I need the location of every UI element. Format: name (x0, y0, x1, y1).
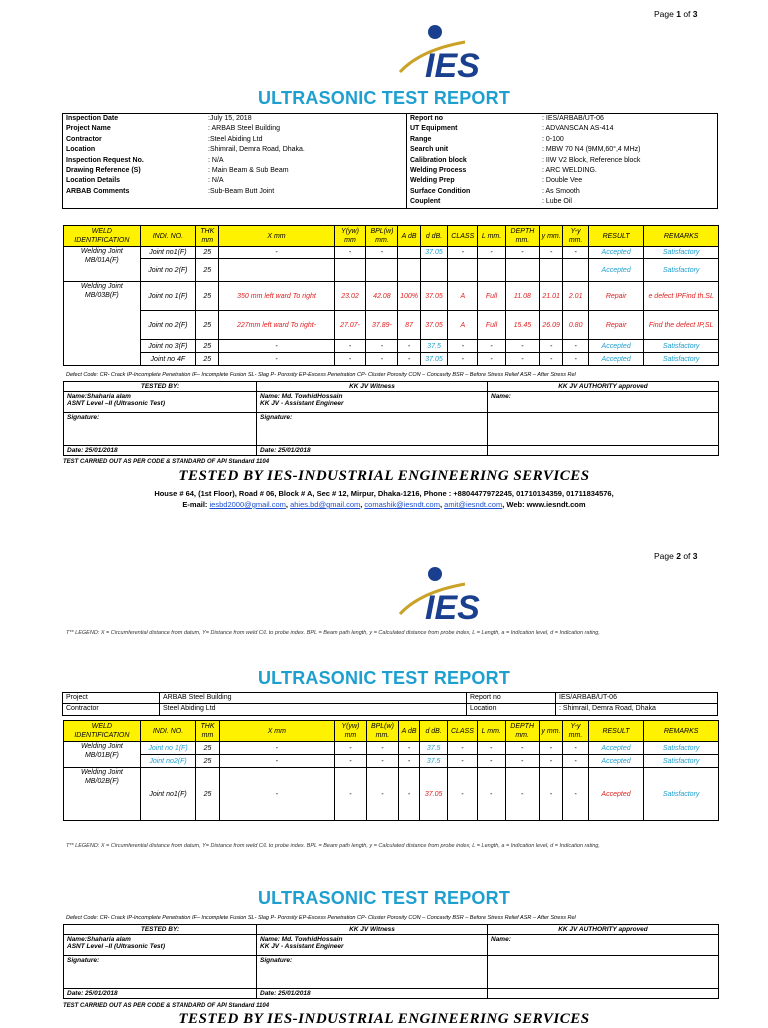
info-value: Steel Abiding Ltd (160, 704, 467, 715)
table-row (64, 340, 719, 353)
cell-d (420, 259, 448, 282)
cell-depth: - (505, 755, 539, 768)
column-header-yyw: Y(yw) mm (334, 721, 366, 742)
cell-thk: 25 (196, 340, 219, 353)
cell-remarks: Satisfactory (644, 742, 719, 755)
cell-x: - (219, 768, 334, 821)
column-header-depth: DEPTH mm. (505, 226, 539, 247)
cell-indi: Joint no1(F) (140, 247, 195, 259)
cell-bpl (366, 259, 398, 282)
tester-date-2: Date: 25/01/2018 (64, 989, 257, 999)
info-table-2 (62, 692, 718, 716)
cell-thk: 25 (196, 755, 219, 768)
table-row (64, 259, 719, 282)
info-label: Location Details (66, 177, 121, 185)
table-header-row (64, 721, 719, 742)
cell-yy (563, 259, 589, 282)
info-value: : As Smooth (542, 187, 580, 195)
info-value: : ARBAB Steel Building (205, 124, 407, 134)
cell-bpl: - (366, 742, 398, 755)
cell-remarks: Satisfactory (644, 353, 719, 366)
cell-x: - (219, 742, 334, 755)
info-label: Project Name (66, 125, 111, 133)
cell-depth: - (505, 340, 539, 353)
cell-yy: 2.01 (563, 282, 589, 311)
signature-table-2 (63, 924, 719, 999)
info-value: : Lube Oil (542, 198, 572, 206)
cell-x: - (219, 247, 334, 259)
cell-yyw: 23.02 (334, 282, 366, 311)
info-row (63, 187, 718, 197)
cell-y (539, 259, 562, 282)
cell-yy: - (563, 247, 589, 259)
cell-depth: 11.08 (505, 282, 539, 311)
cell-x (219, 259, 334, 282)
info-value: :July 15, 2018 (205, 114, 407, 125)
info-label: UT Equipment (410, 125, 458, 133)
standard-note-2: TEST CARRIED OUT AS PER CODE & STANDARD OF API Standard 1104 (63, 1003, 270, 1009)
column-header-yy: Y-y mm. (563, 721, 589, 742)
cell-bpl: - (366, 768, 398, 821)
cell-result: Accepted (588, 768, 643, 821)
witness-header: KK JV Witness (257, 382, 488, 392)
cell-result: Accepted (588, 742, 643, 755)
info-row (63, 166, 718, 176)
cell-remarks: Satisfactory (644, 259, 719, 282)
info-value: : Main Beam & Sub Beam (205, 166, 407, 176)
ies-logo (395, 20, 485, 86)
column-header-l: L mm. (477, 721, 505, 742)
cell-yyw: - (334, 340, 366, 353)
cell-result: Accepted (588, 247, 643, 259)
cell-indi: Joint no 2(F) (140, 311, 195, 340)
cell-l: Full (478, 282, 506, 311)
cell-class: - (448, 768, 478, 821)
info-label: Location (467, 704, 556, 715)
info-label: Project (63, 693, 160, 704)
cell-y: 21.01 (539, 282, 562, 311)
cell-remarks: Satisfactory (644, 768, 719, 821)
cell-depth: - (505, 768, 539, 821)
defect-code-2: Defect Code: CR- Crack IP-Incomplete Penetration IF– Incomplete Fusion SL- Slag P- Porosity EP-Excess Penetration CP- Cluster Porosity CON – Concavity BSR – Before Stress Relief ASR – After Stress Rel (66, 915, 576, 921)
cell-result: Accepted (588, 340, 643, 353)
cell-remarks: Satisfactory (644, 247, 719, 259)
cell-thk: 25 (196, 311, 219, 340)
cell-a: - (398, 340, 420, 353)
info-label: Range (410, 135, 432, 143)
cell-l: - (477, 742, 505, 755)
cell-l: - (477, 768, 505, 821)
witness-header-2: KK JV Witness (257, 925, 488, 935)
cell-result: Repair (588, 311, 643, 340)
cell-a (398, 247, 420, 259)
column-header-d: d dB. (420, 226, 448, 247)
cell-weld: Welding Joint MB/01A(F) (64, 247, 141, 282)
company-contact: E-mail: iesbd2000@gmail.com, ahies.bd@gmail.com, comashik@iesndt.com, amit@iesndt.com, Web: www.iesndt.com (182, 500, 586, 509)
cell-x: - (219, 340, 334, 353)
cell-x: - (219, 755, 334, 768)
cell-bpl: - (366, 755, 398, 768)
email-link-3[interactable]: comashik@iesndt.com (364, 500, 440, 509)
column-header-yyw: Y(yw) mm (334, 226, 366, 247)
cell-indi: Joint no 4F (140, 353, 195, 366)
authority-name-cell: Name: (488, 392, 719, 413)
column-header-weld: WELD IDENTIFICATION (64, 226, 141, 247)
authority-name-cell-2: Name: (488, 935, 719, 956)
column-header-x: X mm (219, 226, 334, 247)
info-label: Calibration block (410, 156, 467, 164)
column-header-indi: INDI. NO. (140, 226, 195, 247)
witness-signature-2: Signature: (257, 956, 488, 989)
cell-x: - (219, 353, 334, 366)
column-header-yy: Y-y mm. (563, 226, 589, 247)
column-header-l: L mm. (478, 226, 506, 247)
defect-code: Defect Code: CR- Crack IP-Incomplete Penetration IF– Incomplete Fusion SL- Slag P- Porosity EP-Excess Penetration CP- Cluster Porosity CON – Concavity BSR – Before Stress Relief ASR – After Stress Rel (66, 372, 576, 378)
column-header-indi: INDI. NO. (140, 721, 195, 742)
cell-yyw (334, 259, 366, 282)
table-row (64, 742, 719, 755)
cell-depth (505, 259, 539, 282)
info-row (63, 176, 718, 186)
column-header-bpl: BPL(w) mm. (366, 721, 398, 742)
cell-y: - (539, 353, 562, 366)
company-banner: TESTED BY IES-INDUSTRIAL ENGINEERING SERVICES (178, 468, 590, 484)
info-value: :Steel Abiding Ltd (205, 135, 407, 145)
cell-class (448, 259, 478, 282)
cell-y: - (539, 742, 562, 755)
column-header-remarks: REMARKS (644, 226, 719, 247)
info-label: Inspection Request No. (66, 156, 144, 164)
cell-remarks: Find the defect IP,SL (644, 311, 719, 340)
cell-bpl: 37.89- (366, 311, 398, 340)
info-label: Search unit (410, 146, 449, 154)
cell-class: - (448, 247, 478, 259)
cell-d: 37.05 (420, 353, 448, 366)
cell-yy: - (563, 768, 589, 821)
cell-a: 100% (398, 282, 420, 311)
cell-depth: - (505, 247, 539, 259)
column-header-result: RESULT (588, 226, 643, 247)
cell-x: 227mm left ward To right- (219, 311, 334, 340)
witness-name-cell-2: Name: Md. TowhidHossain KK JV - Assistant Engineer (257, 935, 488, 956)
info-label: Couplent (410, 198, 441, 206)
cell-result: Repair (588, 282, 643, 311)
cell-remarks: Satisfactory (644, 340, 719, 353)
data-table (63, 225, 719, 366)
info-value (205, 197, 407, 208)
info-label: Drawing Reference (S) (66, 167, 141, 175)
column-header-y: y mm. (539, 721, 562, 742)
info-value: : ADVANSCAN AS-414 (542, 125, 614, 133)
cell-weld: Welding Joint MB/03B(F) (64, 282, 141, 366)
column-header-depth: DEPTH mm. (505, 721, 539, 742)
tester-signature-2: Signature: (64, 956, 257, 989)
cell-l (478, 259, 506, 282)
cell-result: Accepted (588, 755, 643, 768)
column-header-class: CLASS (448, 721, 478, 742)
cell-l: - (478, 247, 506, 259)
cell-indi: Joint no1(F) (140, 768, 195, 821)
info-value: :Sub-Beam Butt Joint (205, 187, 407, 197)
info-label: Welding Process (410, 167, 467, 175)
data-table-2 (63, 720, 719, 821)
standard-note: TEST CARRIED OUT AS PER CODE & STANDARD OF API Standard 1104 (63, 459, 270, 465)
info-row (63, 156, 718, 166)
cell-thk: 25 (196, 282, 219, 311)
info-row (63, 704, 718, 715)
cell-a (398, 259, 420, 282)
cell-l: - (478, 340, 506, 353)
cell-yy: - (563, 340, 589, 353)
cell-weld: Welding Joint MB/01B(F) (64, 742, 141, 768)
column-header-thk: THK mm (196, 226, 219, 247)
cell-yyw: - (334, 247, 366, 259)
cell-yy: - (563, 755, 589, 768)
cell-a: 87 (398, 311, 420, 340)
cell-y: - (539, 755, 562, 768)
cell-l: - (477, 755, 505, 768)
cell-yyw: - (334, 768, 366, 821)
tester-signature: Signature: (64, 413, 257, 446)
cell-y: - (539, 247, 562, 259)
report-title-2: ULTRASONIC TEST REPORT (257, 668, 511, 688)
cell-bpl: - (366, 353, 398, 366)
info-label: Inspection Date (66, 115, 119, 122)
cell-class: - (448, 353, 478, 366)
cell-y: - (539, 768, 562, 821)
cell-depth: 15.45 (505, 311, 539, 340)
cell-thk: 25 (196, 247, 219, 259)
authority-header-2: KK JV AUTHORITY approved (488, 925, 719, 935)
cell-indi: Joint no2(F) (140, 755, 195, 768)
cell-a: - (398, 742, 419, 755)
cell-y: 26.09 (539, 311, 562, 340)
column-header-remarks: REMARKS (644, 721, 719, 742)
cell-d: 37.5 (420, 742, 448, 755)
info-row (63, 135, 718, 145)
info-value: : ARC WELDING. (542, 167, 597, 175)
cell-l: Full (478, 311, 506, 340)
cell-yy: - (563, 742, 589, 755)
email-link-2[interactable]: ahies.bd@gmail.com (290, 500, 361, 509)
tester-date: Date: 25/01/2018 (64, 446, 257, 456)
cell-a: - (398, 353, 420, 366)
info-value: : Double Vee (542, 177, 583, 185)
column-header-bpl: BPL(w) mm. (366, 226, 398, 247)
tested-by-header: TESTED BY: (64, 382, 257, 392)
page-number: Page 1 of 3 (654, 9, 698, 19)
info-value: : N/A (205, 176, 407, 186)
cell-yyw: - (334, 742, 366, 755)
logo-text-2: IES (425, 589, 480, 627)
cell-d: 37.5 (420, 340, 448, 353)
cell-bpl: 42.08 (366, 282, 398, 311)
cell-indi: Joint no 1(F) (140, 742, 195, 755)
cell-thk: 25 (196, 742, 219, 755)
cell-yyw: 27.07- (334, 311, 366, 340)
column-header-x: X mm (219, 721, 334, 742)
cell-class: - (448, 340, 478, 353)
authority-header: KK JV AUTHORITY approved (488, 382, 719, 392)
cell-d: 37.05 (420, 282, 448, 311)
cell-d: 37.05 (420, 311, 448, 340)
logo-text: IES (425, 47, 480, 85)
email-link-1[interactable]: iesbd2000@gmail.com (209, 500, 286, 509)
table-row (64, 311, 719, 340)
cell-yyw: - (334, 353, 366, 366)
info-label: Contractor (66, 135, 102, 143)
cell-d: 37.5 (420, 755, 448, 768)
tester-name-cell-2: Name:Shaharia alam ASNT Level –II (Ultrasonic Test) (64, 935, 257, 956)
info-label: Contractor (63, 704, 160, 715)
info-value: : IES/ARBAB/UT-06 (542, 115, 604, 122)
table-row (64, 755, 719, 768)
info-row (63, 693, 718, 704)
info-row (63, 114, 718, 125)
column-header-y: y mm. (539, 226, 562, 247)
column-header-a: A dB (398, 226, 420, 247)
legend-2: T** LEGEND: X = Circumferential distance from datum, Y= Distance from weld C/L to probe index. BPL = Beam path length, y = Calculated distance from probe index, L = Length, a = Indication level, d = Indication rating, (66, 843, 600, 849)
cell-weld: Welding Joint MB/02B(F) (64, 768, 141, 821)
cell-indi: Joint no 3(F) (140, 340, 195, 353)
email-link-4[interactable]: amit@iesndt.com (444, 500, 503, 509)
cell-a: - (398, 755, 419, 768)
cell-bpl: - (366, 340, 398, 353)
report-title-3: ULTRASONIC TEST REPORT (257, 888, 511, 908)
info-row (63, 124, 718, 134)
witness-name-cell: Name: Md. TowhidHossain KK JV - Assistant Engineer (257, 392, 488, 413)
info-value: : Shimrail, Demra Road, Dhaka (556, 704, 718, 715)
info-row (63, 145, 718, 155)
cell-depth: - (505, 353, 539, 366)
info-row (63, 197, 718, 208)
info-label: Location (66, 146, 96, 154)
cell-thk: 25 (196, 768, 219, 821)
table-row (64, 282, 719, 311)
column-header-class: CLASS (448, 226, 478, 247)
cell-result: Accepted (588, 353, 643, 366)
column-header-a: A dB (398, 721, 419, 742)
report-title: ULTRASONIC TEST REPORT (257, 88, 511, 108)
column-header-result: RESULT (588, 721, 643, 742)
column-header-weld: WELD IDENTIFICATION (64, 721, 141, 742)
column-header-d: d dB. (420, 721, 448, 742)
info-value: :Shimrail, Demra Road, Dhaka. (205, 145, 407, 155)
witness-date: Date: 25/01/2018 (257, 446, 488, 456)
legend: T** LEGEND: X = Circumferential distance from datum, Y= Distance from weld C/L to probe index. BPL = Beam path length, y = Calculated distance from probe index, L = Length, a = Indication level, d = Indication rating, (66, 630, 600, 636)
cell-l: - (478, 353, 506, 366)
table-header-row (64, 226, 719, 247)
tester-name-cell: Name:Shaharia alam ASNT Level –II (Ultrasonic Test) (64, 392, 257, 413)
cell-x: 350 mm left ward To right (219, 282, 334, 311)
cell-class: - (448, 755, 478, 768)
tested-by-header-2: TESTED BY: (64, 925, 257, 935)
column-header-thk: THK mm (196, 721, 219, 742)
cell-remarks: Satisfactory (644, 755, 719, 768)
info-label (63, 197, 206, 208)
cell-d: 37.05 (420, 247, 448, 259)
table-row (64, 768, 719, 821)
info-label: Report no (467, 693, 556, 704)
cell-thk: 25 (196, 353, 219, 366)
cell-a: - (398, 768, 419, 821)
company-address: House # 64, (1st Floor), Road # 06, Block # A, Sec # 12, Mirpur, Dhaka-1216, Phone : +8804477972245, 01710134359, 01711834576, (154, 489, 614, 498)
info-label: ARBAB Comments (66, 187, 130, 195)
signature-table (63, 381, 719, 456)
witness-signature: Signature: (257, 413, 488, 446)
cell-result: Accepted (588, 259, 643, 282)
info-label: Report no (410, 115, 444, 122)
cell-indi: Joint no 1(F) (140, 282, 195, 311)
cell-class: - (448, 742, 478, 755)
info-value: IES/ARBAB/UT-06 (556, 693, 718, 704)
ies-logo-2 (395, 562, 485, 628)
info-table (62, 113, 718, 209)
cell-indi: Joint no 2(F) (140, 259, 195, 282)
info-value: ARBAB Steel Building (160, 693, 467, 704)
witness-date-2: Date: 25/01/2018 (257, 989, 488, 999)
cell-remarks: e defect IPFind th.SL (644, 282, 719, 311)
info-value: : N/A (205, 156, 407, 166)
info-value: : MBW 70 N4 (9MM,60°,4 MHz) (542, 146, 641, 154)
cell-yy: - (563, 353, 589, 366)
cell-class: A (448, 282, 478, 311)
cell-class: A (448, 311, 478, 340)
cell-d: 37.05 (420, 768, 448, 821)
cell-yyw: - (334, 755, 366, 768)
table-row (64, 353, 719, 366)
info-value: : IIW V2 Block, Reference block (542, 156, 641, 164)
cell-bpl: - (366, 247, 398, 259)
company-banner-2: TESTED BY IES-INDUSTRIAL ENGINEERING SERVICES (178, 1011, 590, 1027)
info-label: Welding Prep (410, 177, 455, 185)
table-row (64, 247, 719, 259)
page-number-2: Page 2 of 3 (654, 551, 698, 561)
cell-thk: 25 (196, 259, 219, 282)
info-value: : 0-100 (542, 135, 564, 143)
cell-yy: 0.80 (563, 311, 589, 340)
info-label: Surface Condition (410, 187, 471, 195)
cell-depth: - (505, 742, 539, 755)
cell-y: - (539, 340, 562, 353)
